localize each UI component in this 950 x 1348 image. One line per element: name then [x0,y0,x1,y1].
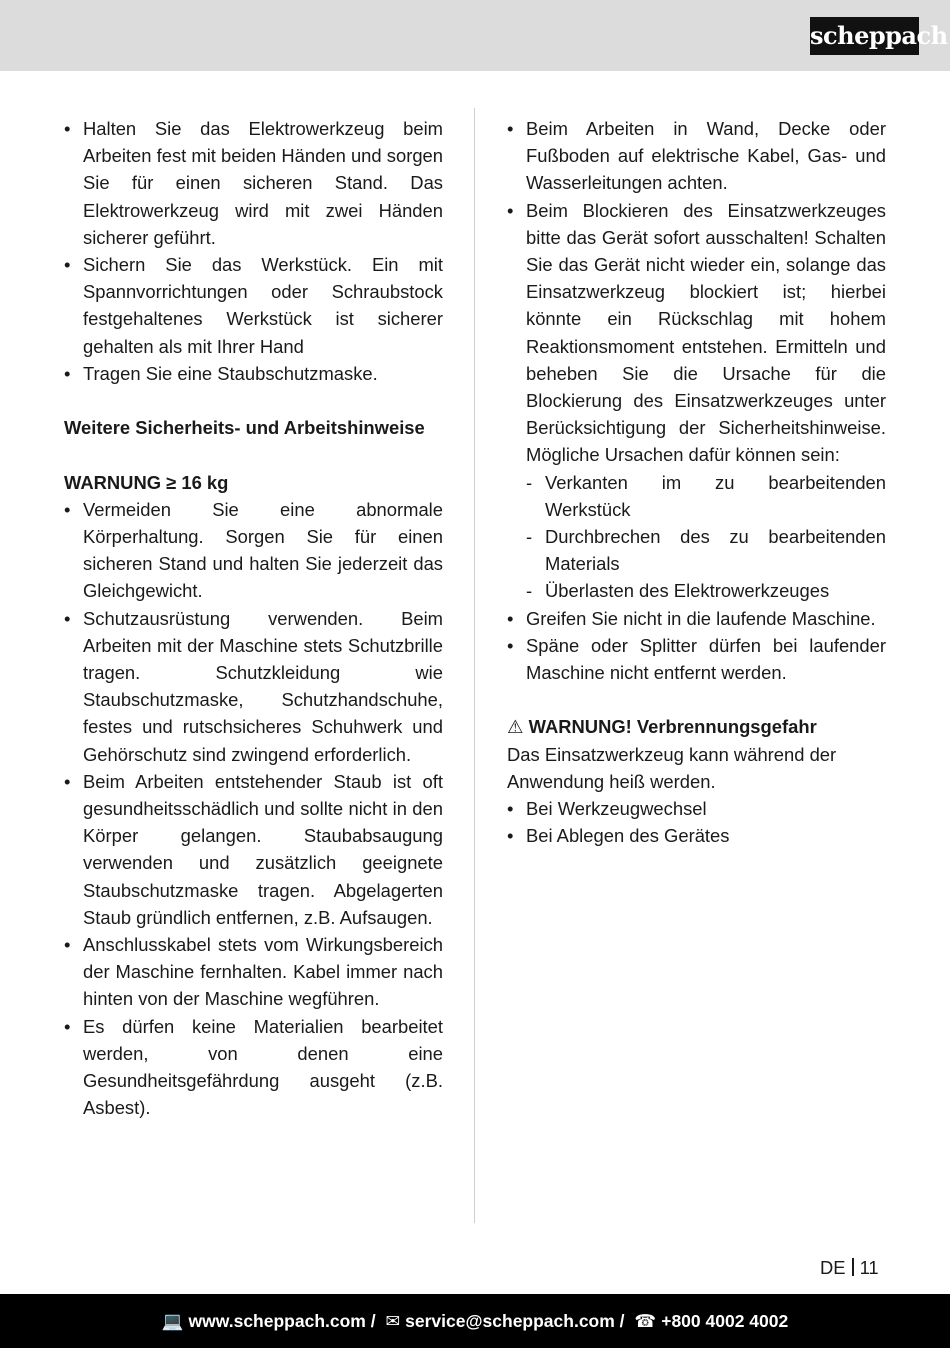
list-item: • Greifen Sie nicht in die laufende Maschine. [507,605,886,632]
phone-number[interactable]: +800 4002 4002 [661,1311,789,1331]
burn-warning-heading: ⚠ WARNUNG! Verbrennungsgefahr [507,716,817,738]
bullet-list [64,496,443,1122]
list-item: - Überlasten des Elektrowerkzeuges [526,577,886,604]
list-item: - Verkanten im zu bearbeitenden Werkstück [526,469,886,523]
list-item: • Späne oder Splitter dürfen bei laufender Maschine nicht entfernt werden. [507,632,886,686]
header-band [0,0,950,71]
contact-footer [0,1294,950,1348]
list-item: - Durchbrechen des zu bearbeitenden Materials [526,523,886,577]
column-divider [474,108,475,1223]
list-item: • Schutzausrüstung verwenden. Beim Arbeiten mit der Maschine stets Schutzbrille tragen. Schutzkleidung wie Staubschutzmaske, Schutzhandschuhe, festes und rutschsicheres Schuhwerk und Gehörschutz sind zwingend erforderlich. [64,605,443,768]
scheppach-logo: scheppach [810,17,919,55]
list-item: • Anschlusskabel stets vom Wirkungsbereich der Maschine fernhalten. Kabel immer nach hinten von der Maschine wegführen. [64,931,443,1013]
email-link[interactable]: service@scheppach.com / [405,1311,625,1331]
language-code: DE [820,1257,846,1278]
phone-icon: ☎ [634,1311,657,1331]
list-item: • Bei Ablegen des Gerätes [507,822,886,849]
warning-heading: WARNUNG ≥ 16 kg [64,471,229,493]
bullet-list [64,115,443,387]
list-item [507,197,886,469]
list-item: • Sichern Sie das Werkstück. Ein mit Spannvorrichtungen oder Schraubstock festgehaltenes Werkstück ist sicherer gehalten als mit Ihrer Hand [64,251,443,360]
mail-icon: ✉ [385,1311,401,1331]
bullet-list [507,605,886,687]
computer-icon: 💻 [161,1311,184,1331]
list-item: • Tragen Sie eine Staubschutzmaske. [64,360,443,387]
dash-list [526,469,886,605]
website-link[interactable]: www.scheppach.com / [188,1311,376,1331]
list-item: • Vermeiden Sie eine abnormale Körperhaltung. Sorgen Sie für einen sicheren Stand und halten Sie jederzeit das Gleichgewicht. [64,496,443,605]
bullet-list [507,115,886,469]
burn-warning-text: Das Einsatzwerkzeug kann während der Anwendung heiß werden. [507,743,837,792]
list-item: • Bei Werkzeugwechsel [507,795,886,822]
page-number: 11 [859,1257,879,1278]
list-item: • Beim Arbeiten in Wand, Decke oder Fußboden auf elektrische Kabel, Gas- und Wasserleitungen achten. [507,115,886,197]
left-column [64,115,443,1121]
list-item-text: Beim Blockieren des Einsatzwerkzeuges bitte das Gerät sofort ausschalten! Schalten Sie das Gerät nicht wieder ein, solange das Einsatzwerkzeug blockiert ist; hierbei könnte ein Rückschlag mit hohem Reaktionsmoment entstehen. Ermitteln und beheben Sie die Ursache für die Blockierung des Einsatzwerkzeuges unter Berücksichtigung der Sicherheitshinweise. Mögliche Ursachen dafür können sein: [526,199,886,466]
list-item: • Beim Arbeiten entstehender Staub ist oft gesundheitsschädlich und sollte nicht in den Körper gelangen. Staubabsaugung verwenden und zusätzlich geeignete Staubschutzmaske tragen. Abgelagerten Staub gründlich entfernen, z.B. Aufsaugen. [64,768,443,931]
list-item: • Es dürfen keine Materialien bearbeitet werden, von denen eine Gesundheitsgefährdung ausgeht (z.B. Asbest). [64,1013,443,1122]
bullet-list [507,795,886,849]
section-heading: Weitere Sicherheits- und Arbeitshinweise [64,417,425,439]
page-indicator [820,1254,879,1281]
right-column [507,115,886,849]
list-item: • Halten Sie das Elektrowerkzeug beim Arbeiten fest mit beiden Händen und sorgen Sie für einen sicheren Stand. Das Elektrowerkzeug wird mit zwei Händen sicherer geführt. [64,115,443,251]
